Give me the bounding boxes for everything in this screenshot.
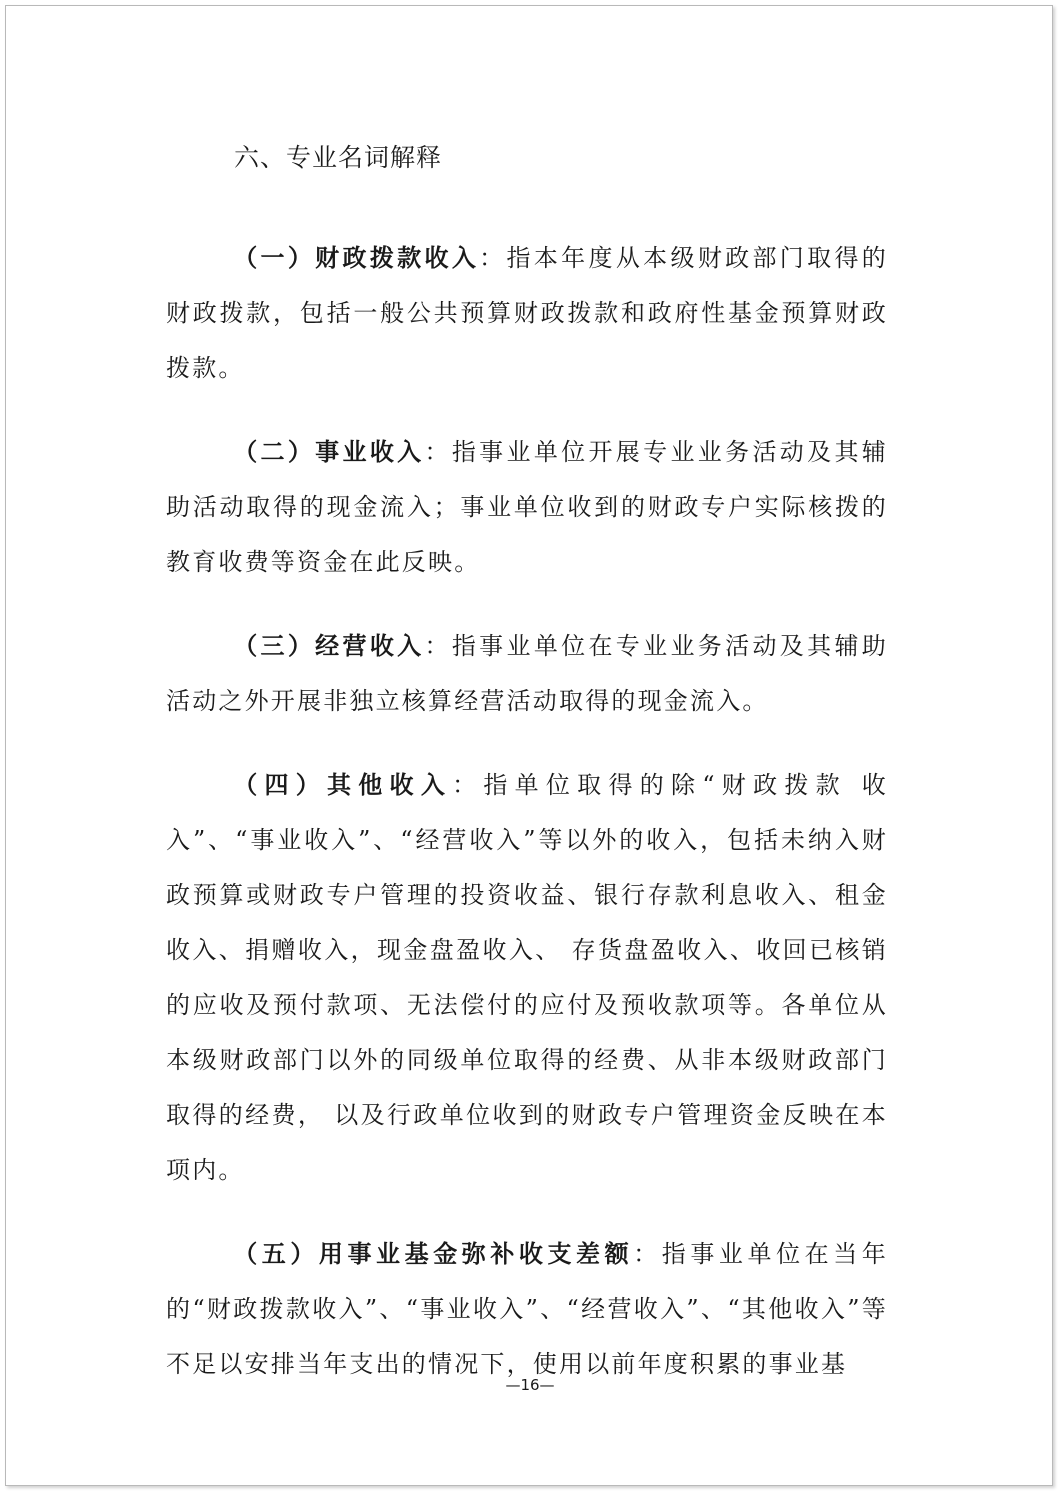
definition-term: （四）其他收入 <box>233 770 453 799</box>
page-number: —16— <box>505 1376 555 1394</box>
definition-text: ：指事业单位在专业业务活动及其辅助活动之外开展非独立核算经营活动取得的现金流入。 <box>166 632 888 715</box>
definition-term: （一）财政拨款收入 <box>233 243 480 272</box>
definition-paragraph-1 <box>166 230 888 396</box>
definition-text: ：指单位取得的除“财政拨款 收入”、“事业收入”、“经营收入”等以外的收入，包括未纳入财政预算或财政专户管理的投资收益、银行存款利息收入、租金收入、捐赠收入，现金盘盈收入、 存货盘盈收入、收回已核销的应收及预付款项、无法偿付的应付及预收款项等。各单位从本级财政部门以外的同级单位取得的经费、从非本级财政部门取得的经费， 以及行政单位收到的财政专户管理资金反映在本项内。 <box>166 771 888 1184</box>
definition-text: ：指本年度从本级财政部门取得的财政拨款，包括一般公共预算财政拨款和政府性基金预算财政拨款。 <box>166 244 888 382</box>
definition-text: ：指事业单位在当年的“财政拨款收入”、“事业收入”、“经营收入”、“其他收入”等不足以安排当年支出的情况下，使用以前年度积累的事业基 <box>166 1240 888 1378</box>
definition-paragraph-2 <box>166 424 888 590</box>
section-heading: 六、专业名词解释 <box>234 143 443 172</box>
definition-term: （二）事业收入 <box>233 437 425 466</box>
page-content <box>166 130 888 1420</box>
definition-term: （三）经营收入 <box>233 631 425 660</box>
definition-paragraph-5 <box>166 1226 888 1392</box>
definition-paragraph-4 <box>166 757 888 1198</box>
definition-text: ：指事业单位开展专业业务活动及其辅助活动取得的现金流入；事业单位收到的财政专户实际核拨的教育收费等资金在此反映。 <box>166 438 888 576</box>
definition-paragraph-3 <box>166 618 888 729</box>
definition-term: （五）用事业基金弥补收支差额 <box>233 1239 634 1268</box>
